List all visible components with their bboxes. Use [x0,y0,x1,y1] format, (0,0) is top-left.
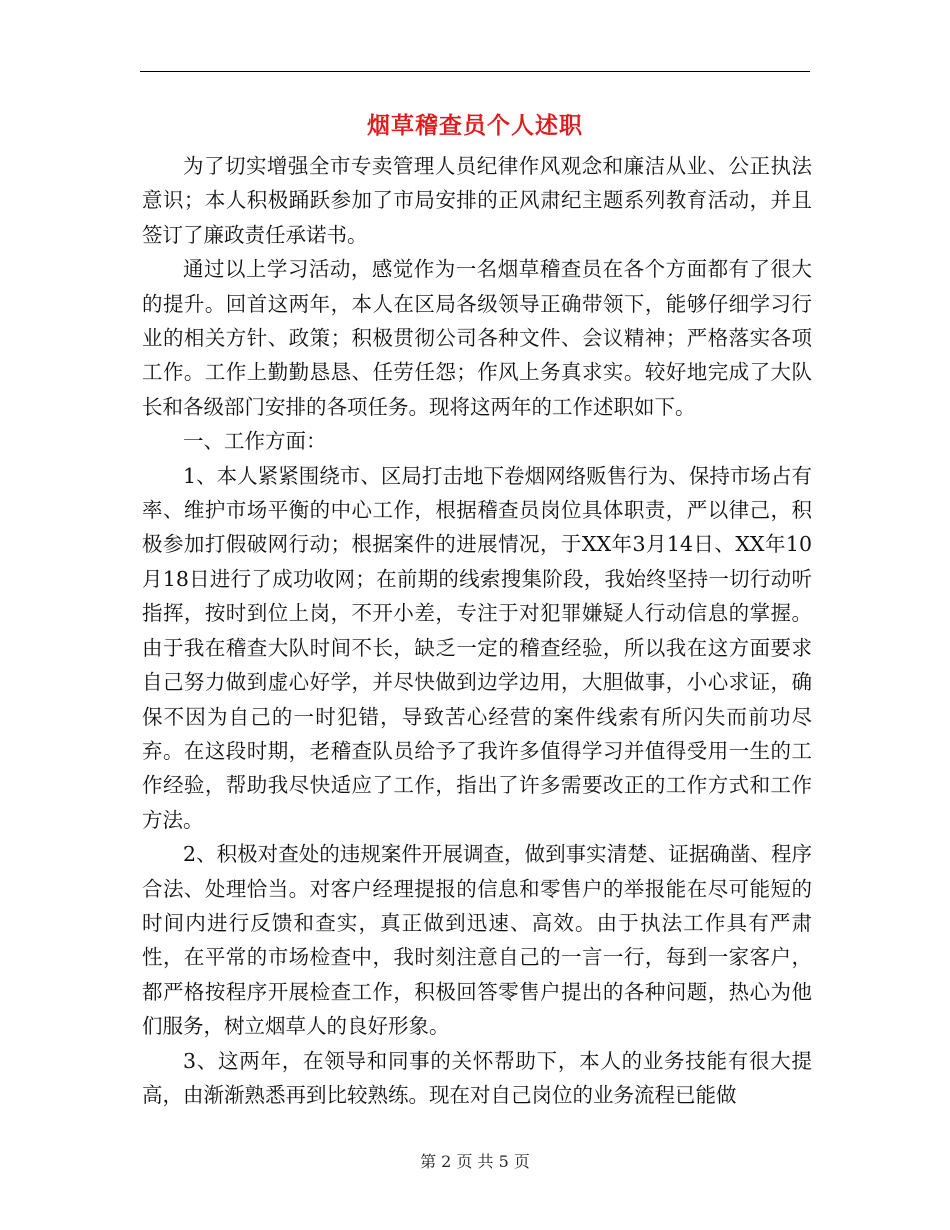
section-heading: 一、工作方面： [183,429,327,454]
body-paragraph: 1、本人紧紧围绕市、区局打击地下卷烟网络贩售行为、保持市场占有率、维护市场平衡的中心工作，根据稽查员岗位具体职责，严以律己，积极参加打假破网行动；根据案件的进展情况，于XX年3月14日、XX年10月18日进行了成功收网；在前期的线索搜集阶段，我始终坚持一切行动听指挥，按时到位上岗，不开小差，专注于对犯罪嫌疑人行动信息的掌握。由于我在稽查大队时间不长，缺乏一定的稽查经验，所以我在这方面要求自己努力做到虚心好学，并尽快做到边学边用，大胆做事，小心求证，确保不因为自己的一时犯错，导致苦心经营的案件线索有所闪失而前功尽弃。在这段时期，老稽查队员给予了我许多值得学习并值得受用一生的工作经验，帮助我尽快适应了工作，指出了许多需要改正的工作方式和工作方法。 [142,463,812,832]
body-paragraph: 通过以上学习活动，感觉作为一名烟草稽查员在各个方面都有了很大的提升。回首这两年，本人在区局各级领导正确带领下，能够仔细学习行业的相关方针、政策；积极贯彻公司各种文件、会议精神；严格落实各项工作。工作上勤勤恳恳、任劳任怨；作风上务真求实。较好地完成了大队长和各级部门安排的各项任务。现将这两年的工作述职如下。 [142,257,812,419]
document-title: 烟草稽查员个人述职 [367,112,583,139]
header-rule [140,71,810,72]
body-paragraph: 3、这两年，在领导和同事的关怀帮助下，本人的业务技能有很大提高，由渐渐熟悉再到比较熟练。现在对自己岗位的业务流程已能做 [142,1048,812,1107]
document-body [142,149,812,1112]
body-paragraph: 为了切实增强全市专卖管理人员纪律作风观念和廉洁从业、公正执法意识；本人积极踊跃参加了市局安排的正风肃纪主题系列教育活动，并且签订了廉政责任承诺书。 [142,154,812,247]
page-number-footer: 第 2 页 共 5 页 [420,1152,530,1171]
body-paragraph: 2、积极对查处的违规案件开展调查，做到事实清楚、证据确凿、程序合法、处理恰当。对客户经理提报的信息和零售户的举报能在尽可能短的时间内进行反馈和查实，真正做到迅速、高效。由于执法工作具有严肃性，在平常的市场检查中，我时刻注意自己的一言一行，每到一家客户，都严格按程序开展检查工作，积极回答零售户提出的各种问题，热心为他们服务，树立烟草人的良好形象。 [142,842,812,1039]
